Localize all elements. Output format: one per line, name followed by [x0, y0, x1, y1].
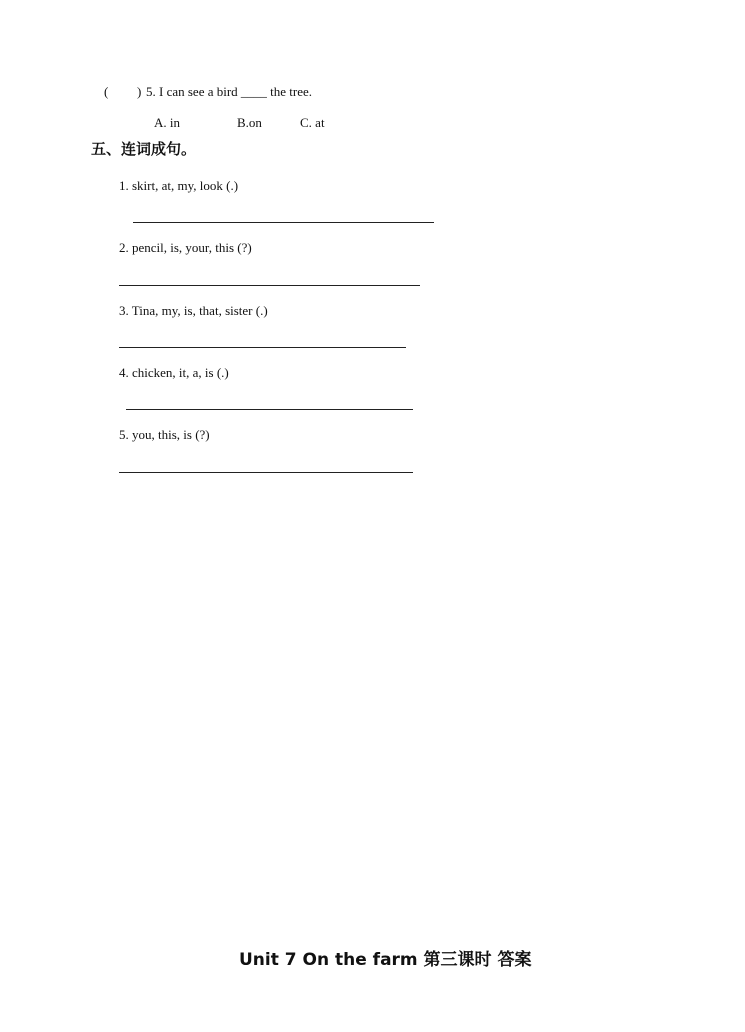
section-heading: 五、连词成句。: [91, 140, 197, 158]
answer-line-1[interactable]: [133, 222, 434, 223]
sentence-item-1: 1. skirt, at, my, look (.): [119, 178, 239, 193]
question-5-paren-left: (: [104, 84, 109, 99]
sentence-item-5: 5. you, this, is (?): [119, 427, 210, 442]
option-b: B.on: [237, 115, 262, 130]
question-5-paren-right: ): [137, 84, 142, 99]
answer-line-5[interactable]: [119, 472, 413, 473]
sentence-item-3: 3. Tina, my, is, that, sister (.): [119, 303, 268, 318]
sentence-item-2: 2. pencil, is, your, this (?): [119, 240, 252, 255]
option-c: C. at: [300, 115, 325, 130]
question-5-text: 5. I can see a bird ____ the tree.: [146, 84, 313, 99]
answer-line-4[interactable]: [126, 409, 413, 410]
answer-line-2[interactable]: [119, 285, 420, 286]
answer-key-title: Unit 7 On the farm 第三课时 答案: [239, 950, 532, 970]
option-a: A. in: [154, 115, 180, 130]
answer-line-3[interactable]: [119, 347, 406, 348]
sentence-item-4: 4. chicken, it, a, is (.): [119, 365, 229, 380]
